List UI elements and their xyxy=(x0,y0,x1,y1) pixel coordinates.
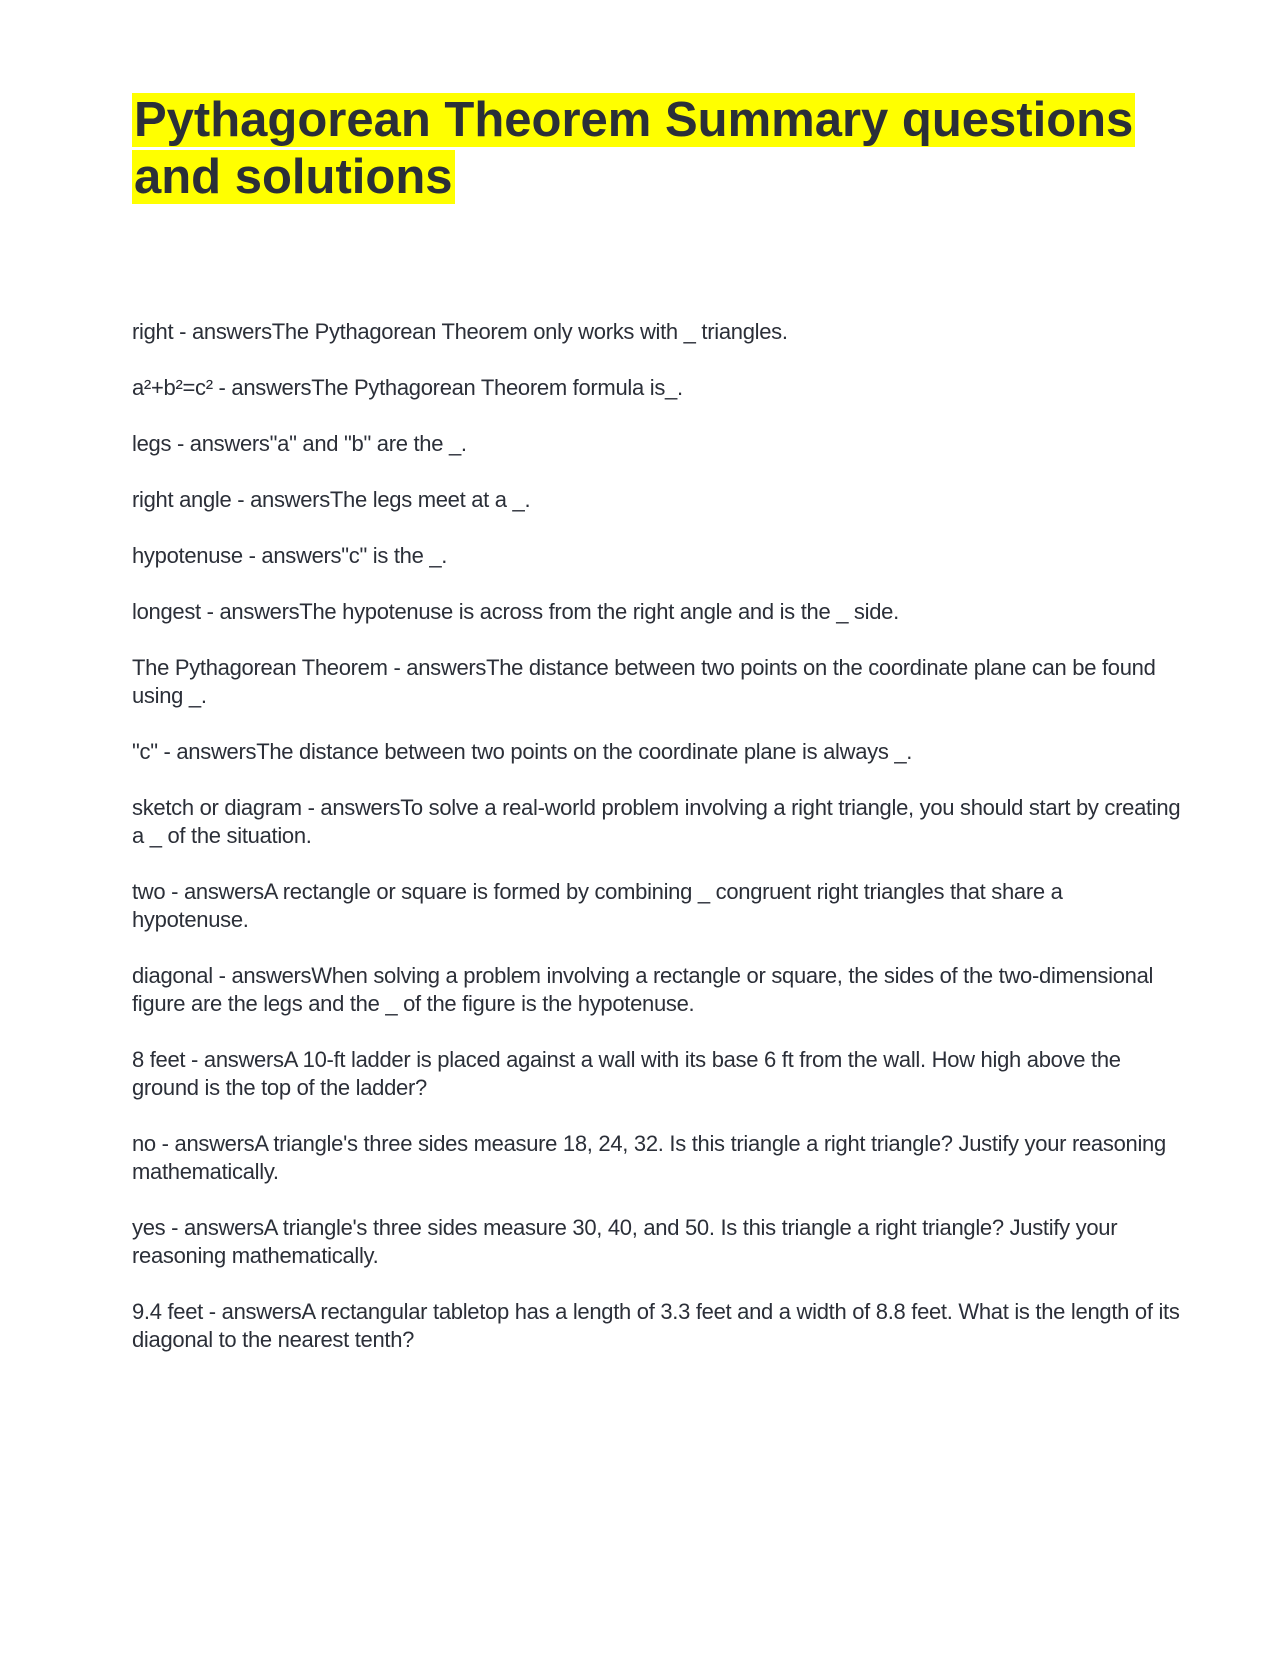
qa-item: right angle - answersThe legs meet at a _. xyxy=(132,487,531,512)
qa-item: longest - answersThe hypotenuse is across from the right angle and is the _ side. xyxy=(132,599,899,624)
document-title xyxy=(132,92,1182,206)
qa-item: "c" - answersThe distance between two points on the coordinate plane is always _. xyxy=(132,739,913,764)
title-highlight: Pythagorean Theorem Summary questions and solutions xyxy=(134,93,1134,204)
qa-item: The Pythagorean Theorem - answersThe distance between two points on the coordinate plane can be found using _. xyxy=(132,655,1156,708)
qa-list xyxy=(132,318,1182,1382)
qa-item: diagonal - answersWhen solving a problem involving a rectangle or square, the sides of the two-dimensional figure are the legs and the _ of the figure is the hypotenuse. xyxy=(132,963,1154,1016)
qa-item: 8 feet - answersA 10-ft ladder is placed against a wall with its base 6 ft from the wall. How high above the ground is the top of the ladder? xyxy=(132,1047,1121,1100)
qa-item: a²+b²=c² - answersThe Pythagorean Theorem formula is_. xyxy=(132,375,683,400)
qa-item: two - answersA rectangle or square is formed by combining _ congruent right triangles that share a hypotenuse. xyxy=(132,879,1063,932)
qa-item: legs - answers"a" and "b" are the _. xyxy=(132,431,467,456)
qa-item: no - answersA triangle's three sides measure 18, 24, 32. Is this triangle a right triangle? Justify your reasoning mathematically. xyxy=(132,1131,1166,1184)
qa-item: 9.4 feet - answersA rectangular tabletop has a length of 3.3 feet and a width of 8.8 feet. What is the length of its diagonal to the nearest tenth? xyxy=(132,1299,1180,1352)
document-page xyxy=(132,92,1182,1352)
qa-item: right - answersThe Pythagorean Theorem only works with _ triangles. xyxy=(132,319,788,344)
qa-item: yes - answersA triangle's three sides measure 30, 40, and 50. Is this triangle a right triangle? Justify your reasoning mathematically. xyxy=(132,1215,1118,1268)
qa-item: hypotenuse - answers"c" is the _. xyxy=(132,543,448,568)
qa-item: sketch or diagram - answersTo solve a real-world problem involving a right triangle, you should start by creating a _ of the situation. xyxy=(132,795,1181,848)
